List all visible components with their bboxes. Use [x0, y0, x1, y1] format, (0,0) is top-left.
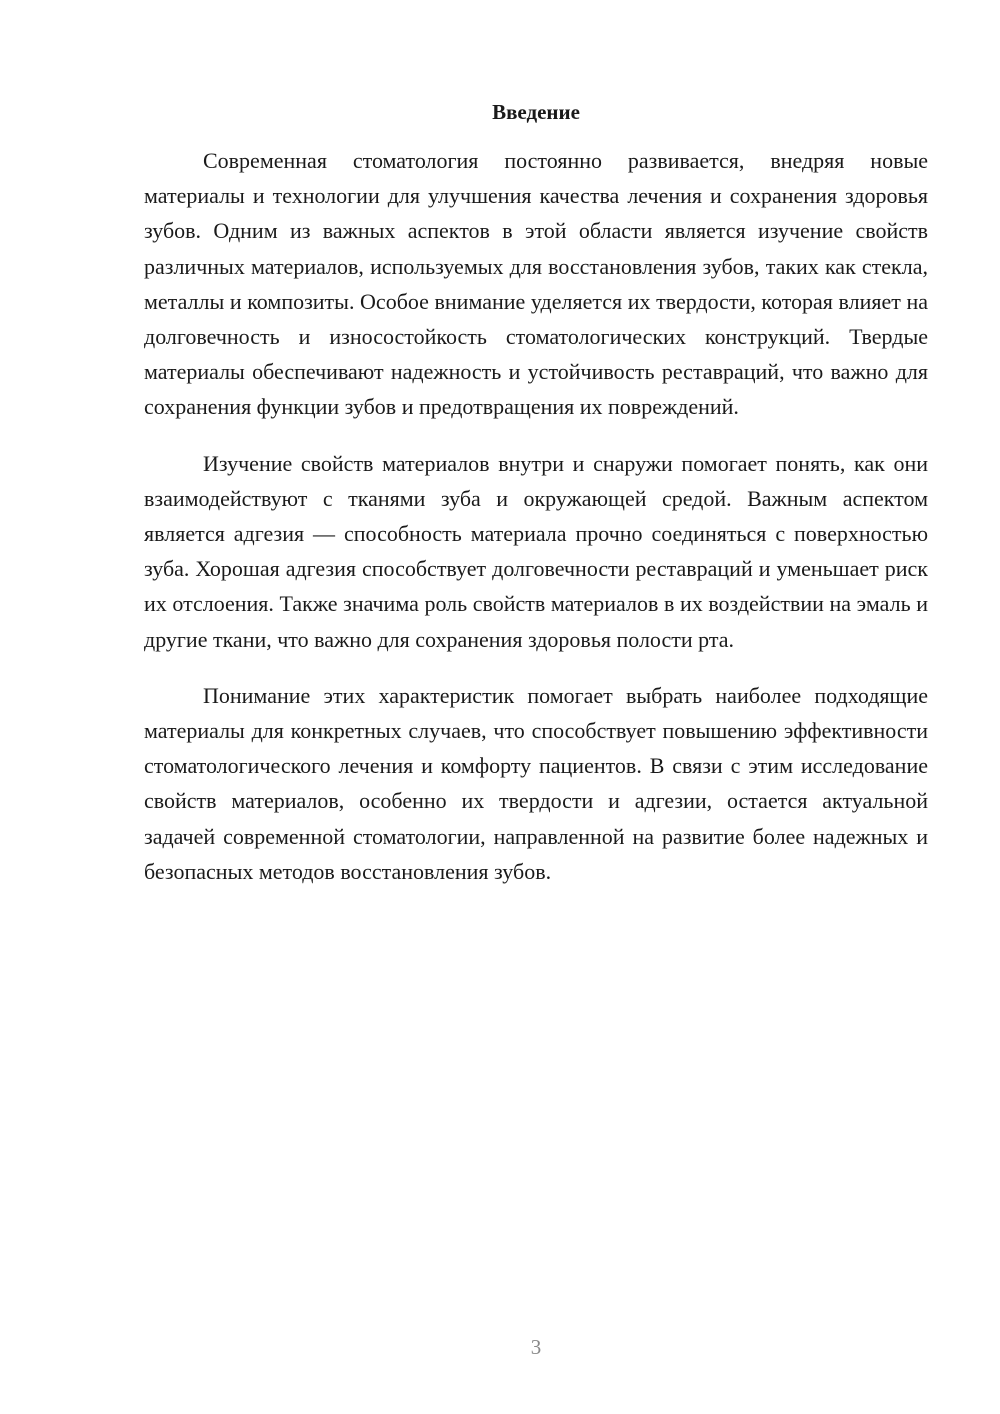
section-heading: Введение	[492, 100, 580, 124]
paragraph-1: Современная стоматология постоянно развивается, внедряя новые материалы и технологии для улучшения качества лечения и сохранения здоровья зубов. Одним из важных аспектов в этой области является изучение свойств различных материалов, используемых для восстановления зубов, таких как стекла, металлы и композиты. Особое внимание уделяется их твердости, которая влияет на долговечность и износостойкость стоматологических конструкций. Твердые материалы обеспечивают надежность и устойчивость реставраций, что важно для сохранения функции зубов и предотвращения их повреждений.	[144, 148, 928, 420]
page-number: 3	[530, 1335, 542, 1359]
paragraph-2: Изучение свойств материалов внутри и снаружи помогает понять, как они взаимодействуют с тканями зуба и окружающей средой. Важным аспектом является адгезия — способность материала прочно соединяться с поверхностью зуба. Хорошая адгезия способствует долговечности реставраций и уменьшает риск их отслоения. Также значима роль свойств материалов в их воздействии на эмаль и другие ткани, что важно для сохранения здоровья полости рта.	[144, 450, 928, 652]
body-text	[144, 143, 928, 910]
paragraph-3: Понимание этих характеристик помогает выбрать наиболее подходящие материалы для конкретных случаев, что способствует повышению эффективности стоматологического лечения и комфорту пациентов. В связи с этим исследование свойств материалов, особенно их твердости и адгезии, остается актуальной задачей современной стоматологии, направленной на развитие более надежных и безопасных методов восстановления зубов.	[144, 682, 928, 884]
